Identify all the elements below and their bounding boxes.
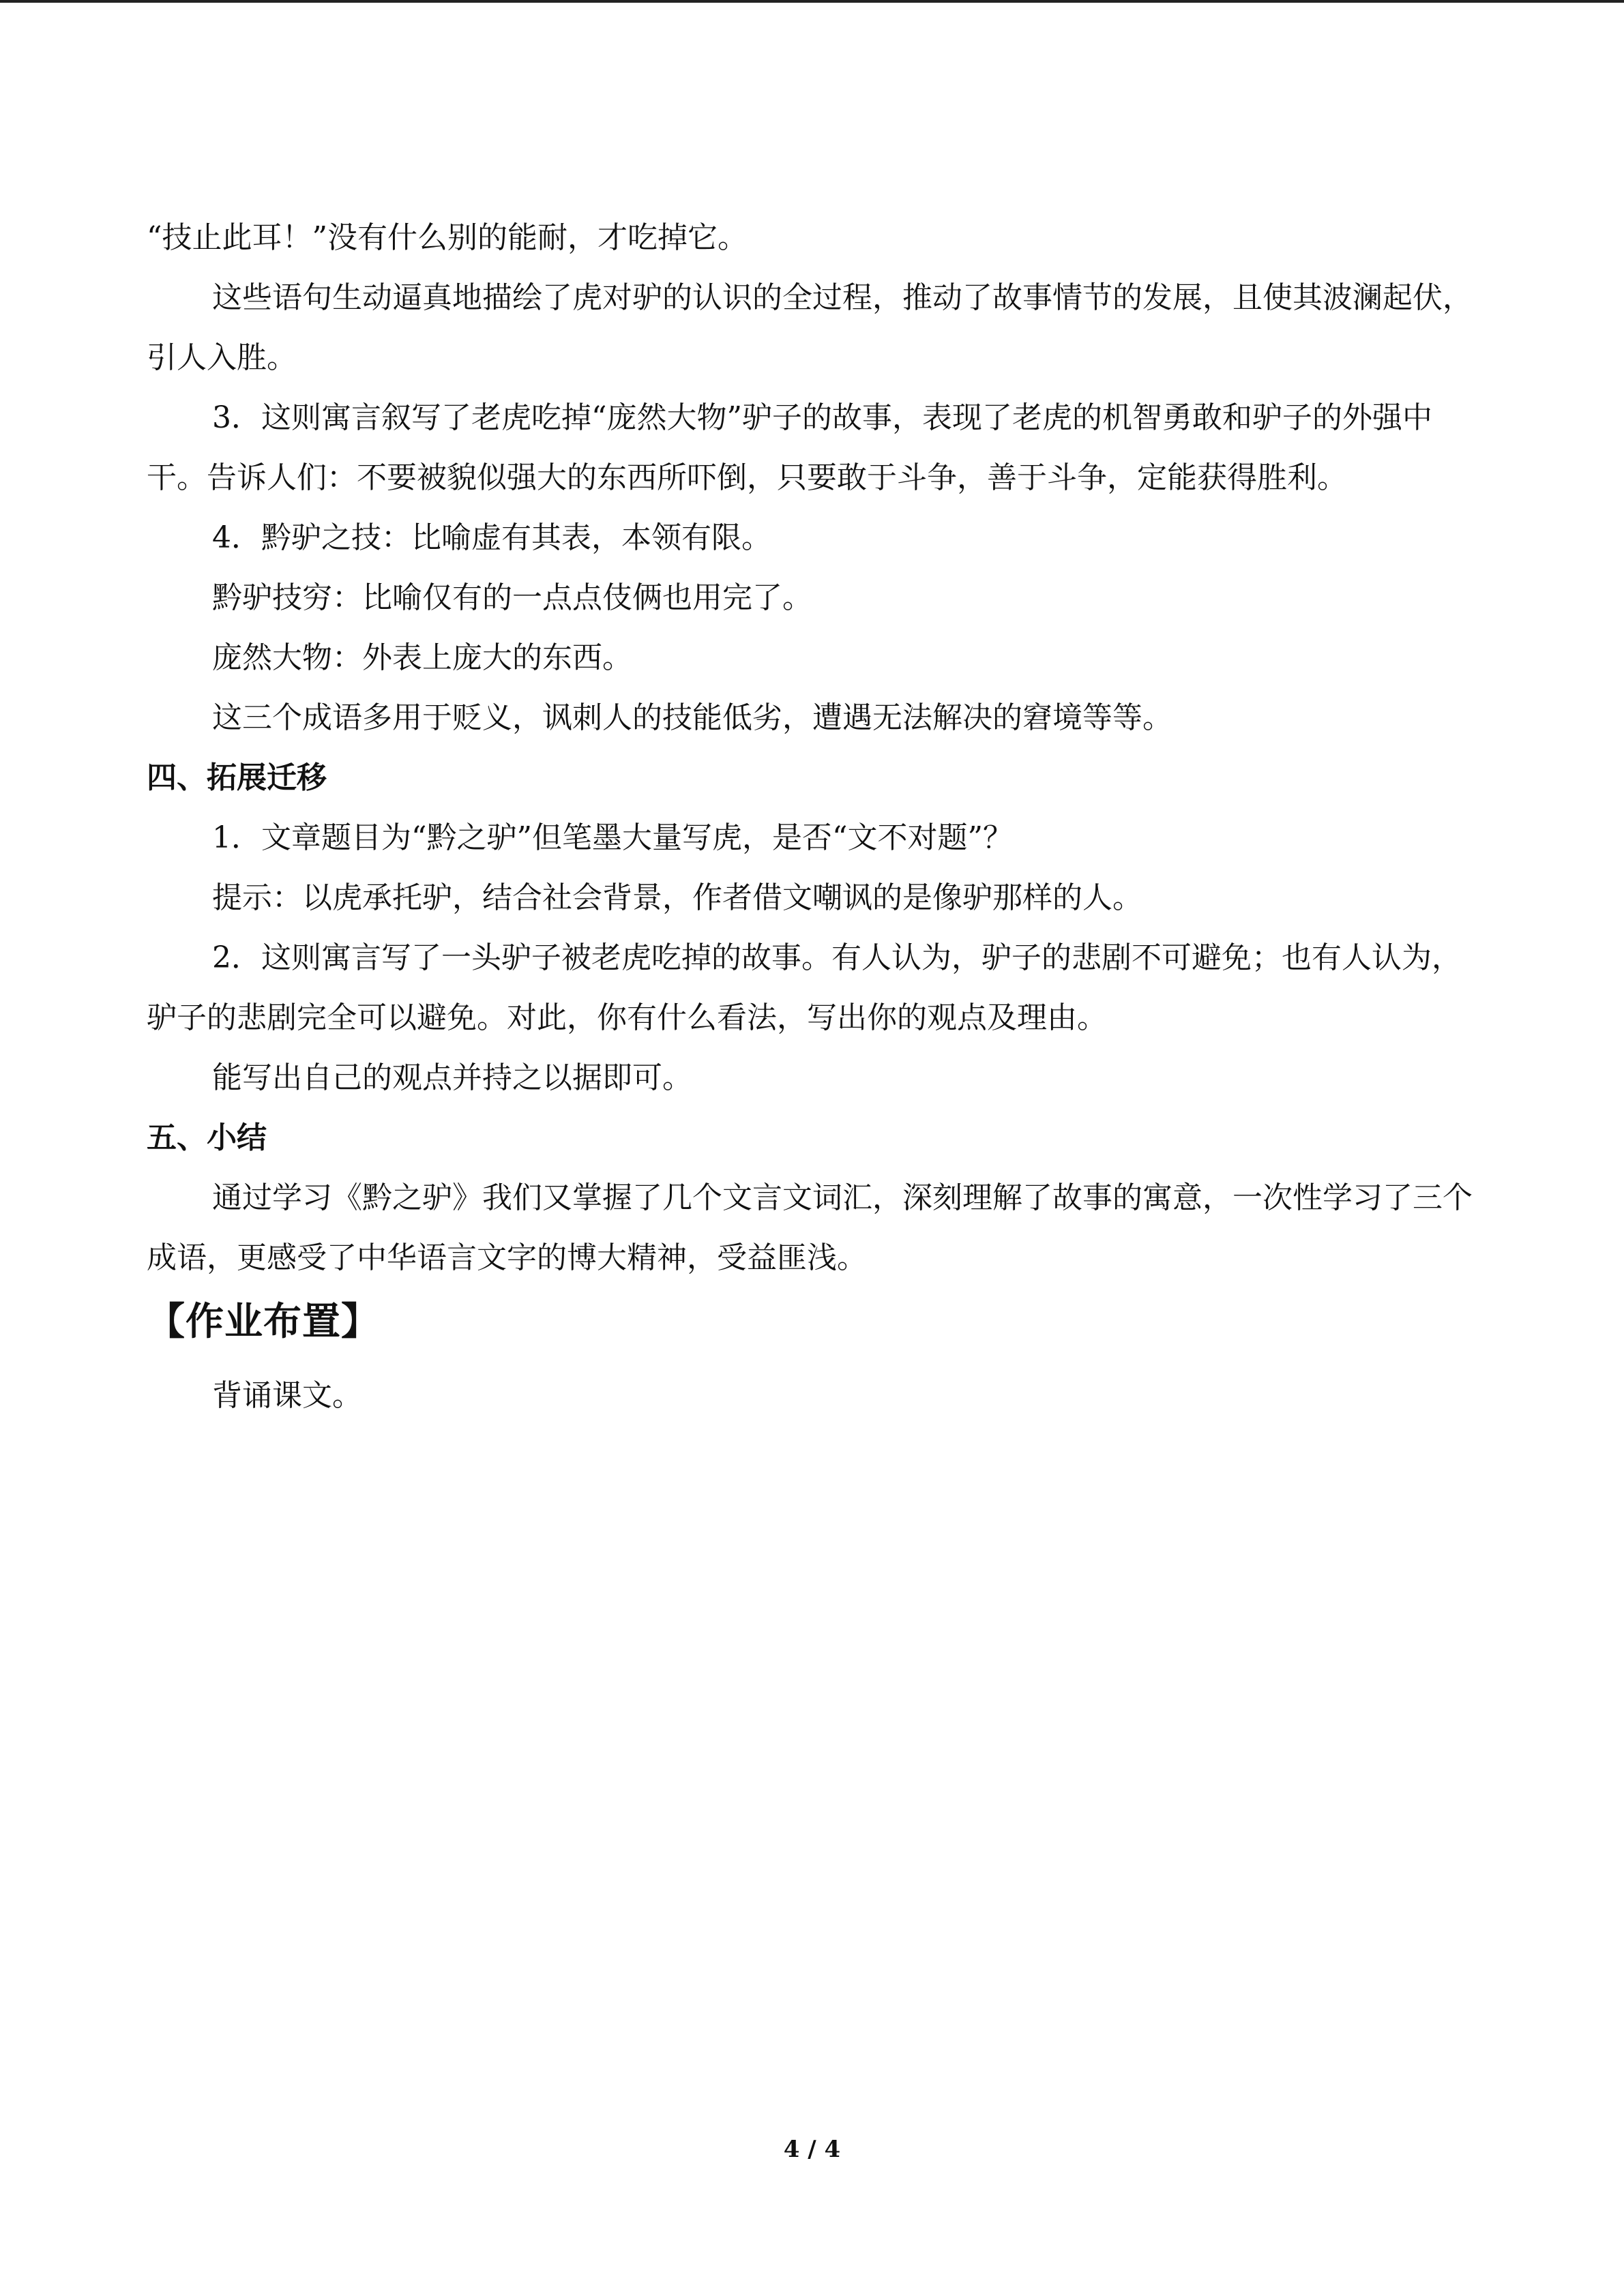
homework-text: 背诵课文。 (212, 1378, 362, 1413)
paragraph-idiom-summary: 这三个成语多用于贬义，讽刺人的技能低劣，遭遇无法解决的窘境等等。 (212, 700, 1172, 735)
section-heading-extension: 四、拓展迁移 (147, 760, 327, 795)
homework-heading: 【作业布置】 (147, 1300, 380, 1344)
paragraph-description: 这些语句生动逼真地描绘了虎对驴的认识的全过程，推动了故事情节的发展，且使其波澜起伏，引人入胜。 (147, 280, 1473, 375)
extension-question-2: 2．这则寓言写了一头驴子被老虎吃掉的故事。有人认为，驴子的悲剧不可避免；也有人认为，驴子的悲剧完全可以避免。对此，你有什么看法，写出你的观点及理由。 (147, 940, 1462, 1035)
paragraph-fable-meaning: 3．这则寓言叙写了老虎吃掉“庞然大物”驴子的故事，表现了老虎的机智勇敢和驴子的外强中干。告诉人们：不要被貌似强大的东西所吓倒，只要敢于斗争，善于斗争，定能获得胜利。 (147, 400, 1432, 495)
document-body (147, 208, 1483, 1426)
section-heading-summary: 五、小结 (147, 1120, 267, 1155)
extension-hint-2: 能写出自己的观点并持之以据即可。 (212, 1060, 692, 1095)
paragraph-tiger-quote: “技止此耳！”没有什么别的能耐，才吃掉它。 (147, 220, 748, 255)
paragraph-idiom-1: 4．黔驴之技：比喻虚有其表，本领有限。 (212, 520, 771, 555)
extension-question-1: 1．文章题目为“黔之驴”但笔墨大量写虎，是否“文不对题”？ (212, 820, 1013, 855)
page-number: 4 / 4 (783, 2136, 841, 2163)
page-top-border (0, 0, 1624, 3)
paragraph-idiom-3: 庞然大物：外表上庞大的东西。 (212, 640, 632, 675)
extension-hint-1: 提示：以虎承托驴，结合社会背景，作者借文嘲讽的是像驴那样的人。 (212, 880, 1142, 915)
paragraph-idiom-2: 黔驴技穷：比喻仅有的一点点伎俩也用完了。 (212, 580, 812, 615)
summary-paragraph: 通过学习《黔之驴》我们又掌握了几个文言文词汇，深刻理解了故事的寓意，一次性学习了三个成语，更感受了中华语言文字的博大精神，受益匪浅。 (147, 1180, 1473, 1275)
